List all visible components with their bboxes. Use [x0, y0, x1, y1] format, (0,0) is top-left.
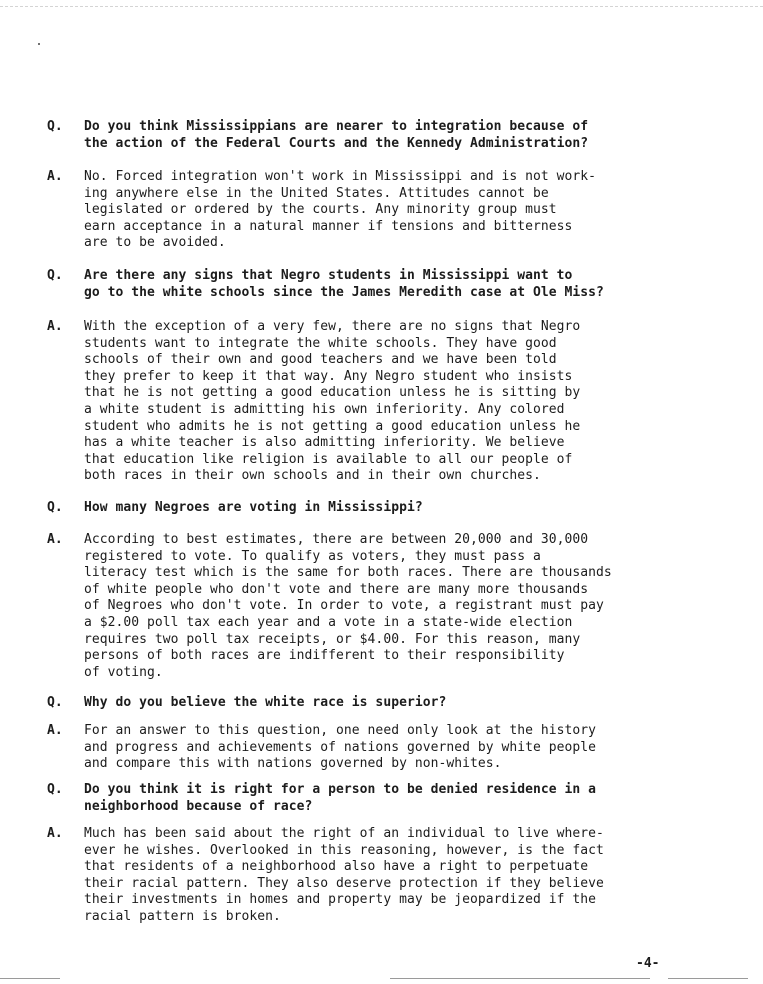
question-text: Why do you believe the white race is superior?: [84, 695, 447, 710]
question-marker: Q.: [47, 782, 63, 797]
question-marker: Q.: [47, 695, 63, 710]
answer-text: No. Forced integration won't work in Mississippi and is not work- ing anywhere else in the United States. Attitudes cannot be legislated or ordered by the courts. Any minority group must earn acceptance in a natural manner if tensions and bitterness are to be avoided.: [84, 169, 596, 251]
top-edge-rule: [0, 0, 763, 7]
page-number: -4-: [636, 956, 660, 971]
bottom-edge-rule: [668, 978, 748, 979]
answer-text: With the exception of a very few, there are no signs that Negro students want to integrate the white schools. They have good schools of their own and good teachers and we have been told they prefer to keep it that way. Any Negro student who insists that he is not getting a good education unless he is sitting by a white student is admitting his own inferiority. Any colored student who admits he is not getting a good education unless he has a white teacher is also admitting inferiority. We believe that education like religion is available to all our people of both races in their own schools and in their own churches.: [84, 319, 581, 484]
question-text: Do you think it is right for a person to be denied residence in a neighborhood because of race?: [84, 782, 596, 814]
answer-marker: A.: [47, 319, 63, 334]
answer-text: Much has been said about the right of an individual to live where- ever he wishes. Overlooked in this reasoning, however, is the fact that residents of a neighborhood also have a right to perpetuate their racial pattern. They also deserve protection if they believe their investments in homes and property may be jeopardized if the racial pattern is broken.: [84, 826, 604, 924]
bottom-edge-rule: [390, 978, 650, 979]
bottom-edge-rule: [0, 978, 60, 979]
question-marker: Q.: [47, 268, 63, 283]
question-text: How many Negroes are voting in Mississippi?: [84, 500, 423, 515]
question-text: Do you think Mississippians are nearer to integration because of the action of the Federal Courts and the Kennedy Administration?: [84, 119, 589, 151]
answer-marker: A.: [47, 826, 63, 841]
answer-text: According to best estimates, there are between 20,000 and 30,000 registered to vote. To qualify as voters, they must pass a literacy test which is the same for both races. There are thousands of white people who don't vote and there are many more thousands of Negroes who don't vote. In order to vote, a registrant must pay a $2.00 poll tax each year and a vote in a state-wide election requires two poll tax receipts, or $4.00. For this reason, many persons of both races are indifferent to their responsibility of voting.: [84, 532, 612, 680]
question-text: Are there any signs that Negro students in Mississippi want to go to the white schools since the James Meredith case at Ole Miss?: [84, 268, 604, 300]
question-marker: Q.: [47, 500, 63, 515]
question-marker: Q.: [47, 119, 63, 134]
answer-marker: A.: [47, 723, 63, 738]
scan-speck: [38, 43, 40, 45]
answer-marker: A.: [47, 169, 63, 184]
answer-marker: A.: [47, 532, 63, 547]
answer-text: For an answer to this question, one need only look at the history and progress and achievements of nations governed by white people and compare this with nations governed by non-whites.: [84, 723, 596, 772]
